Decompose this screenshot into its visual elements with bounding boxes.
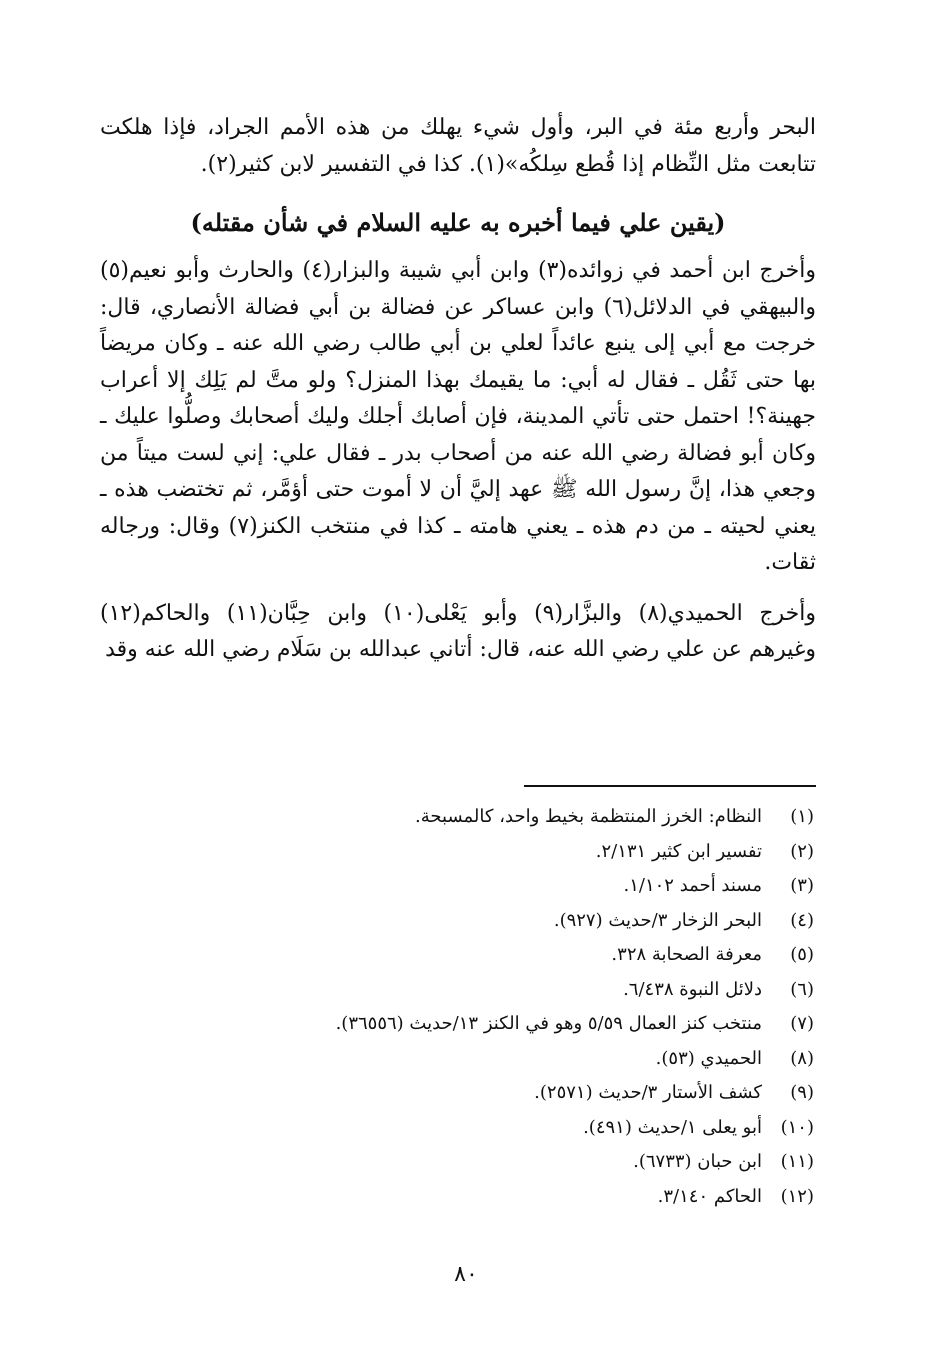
footnote-number: (٤) [790,909,814,931]
footnote-text: الحميدي (٥٣). [655,1047,762,1069]
footnote-item [214,1042,814,1077]
footnote-number: (٥) [790,944,814,965]
footnote-text: مسند أحمد ١/١٠٢. [623,875,762,896]
footnote-text: تفسير ابن كثير ٢/١٣١. [595,840,762,862]
footnote-number: (٦) [790,978,814,1000]
footnote-number: (٩) [790,1082,814,1103]
footnote-item [214,1180,814,1215]
page-number: ٨٠ [454,1262,478,1287]
footnote-text: دلائل النبوة ٦/٤٣٨. [623,978,762,1000]
footnote-item [214,973,814,1008]
footnote-number: (٣) [790,875,814,896]
footnote-item [214,835,814,870]
footnote-number: (١٠) [780,1116,814,1138]
paragraph-2: وأخرج ابن أحمد في زوائده(٣) وابن أبي شيبة والبزار(٤) والحارث وأبو نعيم(٥) والبيهقي في الدلائل(٦) وابن عساكر عن فضالة بن أبي فضالة الأنصاري، قال: خرجت مع أبي إلى ينبع عائداً لعلي بن أبي طالب رضي الله عنه ـ وكان مريضاً بها حتى ثَقُل ـ فقال له أبي: ما يقيمك بهذا المنزل؟ ولو متَّ لم يَلِك إلا أعراب جهينة؟! احتمل حتى تأتي المدينة، فإن أصابك أجلك وليك أصحابك وصلُّوا عليك ـ وكان أبو فضالة رضي الله عنه من أصحاب بدر ـ فقال علي: إني لست ميتاً من وجعي هذا، إنَّ رسول الله ﷺ عهد إليَّ أن لا أموت حتى أؤمَّر، ثم تختضب هذه ـ يعني لحيته ـ من دم هذه ـ يعني هامته ـ كذا في منتخب الكنز(٧) وقال: ورجاله ثقات. [100,258,817,575]
footnote-number: (٢) [790,840,814,862]
footnote-text: البحر الزخار ٣/حديث (٩٢٧). [553,909,762,931]
footnote-text: الحاكم ٣/١٤٠. [657,1185,762,1207]
footnote-item [214,869,814,904]
section-heading: (يقين علي فيما أخبره به عليه السلام في شأن مقتله) [190,208,726,237]
footnote-number: (١٢) [780,1185,814,1207]
footnote-number: (١) [790,806,814,827]
footnote-number: (١١) [780,1151,814,1172]
footnote-item [214,1076,814,1111]
footnote-text: أبو يعلى ١/حديث (٤٩١). [583,1116,762,1138]
footnote-item [214,1111,814,1146]
footnotes-list [214,800,814,1214]
footnote-text: معرفة الصحابة ٣٢٨. [611,944,762,965]
footnote-item [214,1145,814,1180]
footnote-item [214,938,814,973]
footnote-separator [524,785,816,787]
footnote-item [214,1007,814,1042]
footnote-text: منتخب كنز العمال ٥/٥٩ وهو في الكنز ١٣/حديث (٣٦٥٥٦). [335,1013,762,1034]
footnote-item [214,800,814,835]
footnote-number: (٨) [790,1047,814,1069]
paragraph-3: وأخرج الحميدي(٨) والبزَّار(٩) وأبو يَعْلى(١٠) وابن حِبَّان(١١) والحاكم(١٢) وغيرهم عن علي رضي الله عنه، قال: أتاني عبدالله بن سَلَام رضي الله عنه وقد [100,600,816,662]
footnote-text: كشف الأستار ٣/حديث (٢٥٧١). [534,1082,762,1103]
paragraph-1: البحر وأربع مئة في البر، وأول شيء يهلك من هذه الأمم الجراد، فإذا هلكت تتابعت مثل النِّظام إذا قُطع سِلكُه»(١). كذا في التفسير لابن كثير(٢). [100,115,816,177]
footnote-text: النظام: الخرز المنتظمة بخيط واحد، كالمسبحة. [415,806,762,827]
footnote-text: ابن حبان (٦٧٣٣). [633,1151,762,1172]
footnote-item [214,904,814,939]
page-body [100,110,816,669]
footnote-number: (٧) [790,1013,814,1034]
